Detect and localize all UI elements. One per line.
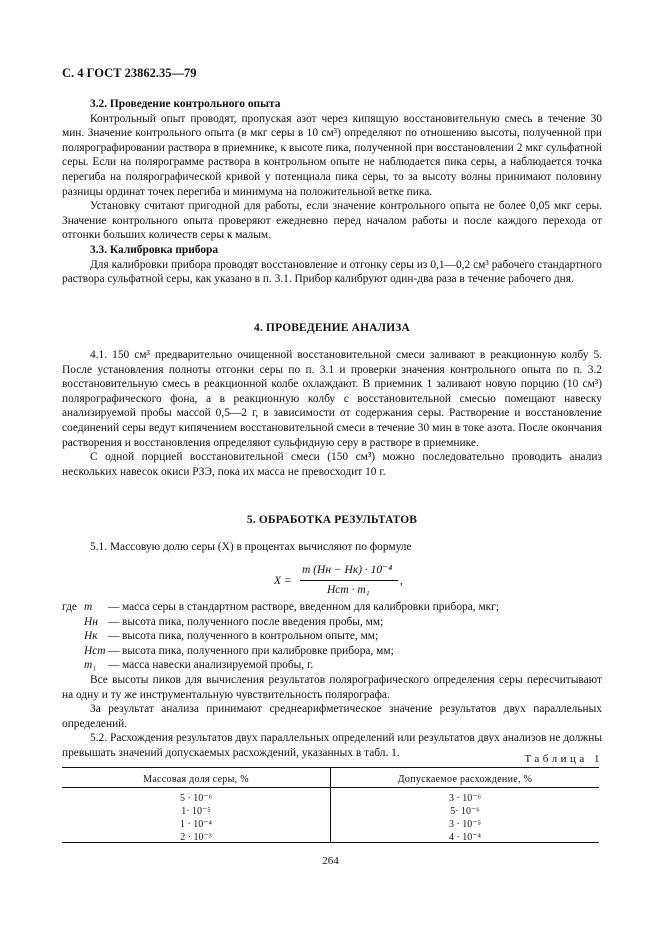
page-header: С. 4 ГОСТ 23862.35—79 [62, 66, 197, 80]
variable-definitions [62, 600, 602, 673]
def-text: высота пика, полученного в контрольном опыте, мм; [122, 630, 379, 643]
def-dash: — [108, 644, 120, 657]
paragraph: Все высоты пиков для вычисления результатов полярографического определения серы пересчитывают на одну и ту же инструментальную чувствительность полярографа. [62, 674, 602, 701]
paragraph: Для калибровки прибора проводят восстановление и отгонку серы из 0,1—0,2 см³ рабочего стандартного раствора сульфатной серы, как указано в п. 3.1. Прибор калибруют один-два раза в течение рабочего дня. [62, 258, 602, 286]
paragraph: С одной порцией восстановительной смеси (150 см³) можно последовательно проводить анализ нескольких навесок окиси РЗЭ, пока их масса не превосходит 10 г. [62, 451, 602, 478]
formula [272, 561, 612, 605]
table-cell: 4 · 10⁻⁴ [448, 832, 482, 843]
def-text: масса серы в стандартном растворе, введенном для калибровки прибора, мкг; [122, 601, 500, 613]
section-4-body [62, 348, 602, 479]
paragraph: Установку считают пригодной для работы, если значение контрольного опыта не более 0,05 мкг серы. Значение контрольного опыта проверяют ежедневно перед началом работы и после каждого перехода от отгонки больших количеств серы к малым. [62, 200, 602, 242]
page-number: 264 [322, 855, 339, 867]
def-symbol: m [84, 601, 93, 613]
def-symbol: m₁ [84, 659, 97, 672]
definition-row [62, 644, 602, 659]
formula-lhs: X = [274, 575, 292, 587]
section-5-intro [62, 540, 602, 555]
def-symbol: Hн [84, 615, 98, 628]
paragraph: 4.1. 150 см³ предварительно очищенной восстановительной смеси заливают в реакционную колбу 5. После установления полноты отгонки серы по п. 3.1 и проверки значения контрольного опыта по п. 3.2 восстановительную смесь в реакционной колбе охлаждают. В приемник 1 заливают новую порцию (10 см³) полярографического фона, а в реакционную колбу с восстановительной смесью помещают навеску анализируемой пробы массой 0,5—2 г, в зависимости от содержания серы. Растворение и восстановление соединений серы ведут кипячением восстановительной смеси в течение 30 мин в токе азота. После окончания растворения и восстановления определяют сульфидную серу в растворе в приемнике. [62, 349, 602, 449]
table-caption: Таблица 1 [524, 753, 603, 765]
formula-numerator: m (Hн − Hк) · 10⁻⁴ [302, 564, 393, 576]
fraction-bar [300, 580, 398, 581]
section-5-title: 5. ОБРАБОТКА РЕЗУЛЬТАТОВ [246, 514, 418, 526]
def-symbol: Hк [84, 630, 98, 643]
table-header-cell: Допускаемое расхождение, % [397, 774, 533, 785]
section-5 [62, 513, 602, 528]
section-3-2 [62, 97, 602, 287]
table-cell: 3 · 10⁻⁵ [448, 819, 482, 830]
section-3-2-title: 3.2. Проведение контрольного опыта [90, 98, 281, 110]
def-text: высота пика, полученного после введения пробы, мм; [122, 615, 384, 628]
paragraph: 5.2. Расхождения результатов двух параллельных определений или результатов двух анализов не должны превышать значений допускаемых расхождений, указанных в табл. 1. [62, 732, 602, 759]
def-dash: — [108, 659, 120, 672]
definition-row [62, 615, 602, 630]
paragraph: 5.1. Массовую долю серы (X) в процентах вычисляют по формуле [90, 541, 412, 553]
formula-denominator: Hст · m₁ [327, 584, 370, 596]
table-cell: 2 · 10⁻³ [180, 832, 212, 843]
section-3-3-title: 3.3. Калибровка прибора [90, 243, 219, 256]
table-cell: 1 · 10⁻⁴ [179, 819, 213, 830]
paragraph: За результат анализа принимают среднеарифметическое значение результатов двух параллельных определений. [62, 703, 602, 730]
def-text: масса навески анализируемой пробы, г. [122, 659, 314, 672]
defs-lead: где [62, 601, 77, 613]
paragraph: Контрольный опыт проводят, пропуская азот через кипящую восстановительную смесь в течение 30 мин. Значение контрольного опыта (в мкг серы в 10 см³) определяют по отношению высоты, полученной при полярографировании раствора в приемнике, к высоте пика, полученной при восстановлении 2 мкг сульфатной серы. Если на полярограмме раствора в контрольном опыте не наблюдается пика серы, а наблюдается точка перегиба на полярографической кривой у потенциала пика серы, то за высоту волны принимают половину разницы ординат точек перегиба и минимума на положительной ветке пика. [62, 112, 602, 198]
section-5-body [62, 673, 602, 761]
table-cell: 1· 10⁻⁵ [181, 806, 211, 817]
table-cell: 5· 10⁻⁶ [450, 806, 480, 817]
definition-row [62, 629, 602, 644]
table-header-cell: Массовая доля серы, % [143, 774, 249, 785]
section-4-title: 4. ПРОВЕДЕНИЕ АНАЛИЗА [254, 322, 410, 334]
table-column-tolerance [331, 792, 599, 844]
table-cell: 3 · 10⁻⁶ [448, 793, 482, 804]
table-cell: 5 · 10⁻⁶ [179, 793, 213, 804]
def-symbol: Hст [84, 644, 106, 657]
def-dash: — [108, 615, 120, 628]
definition-row [62, 600, 602, 615]
def-text: высота пика, полученного при калибровке прибора, мм; [122, 644, 394, 657]
table-column-mass [62, 792, 330, 844]
def-dash: — [108, 630, 120, 643]
def-dash: — [108, 601, 120, 613]
formula-comma: , [400, 575, 403, 587]
definition-row [62, 658, 602, 673]
section-4 [62, 321, 602, 336]
